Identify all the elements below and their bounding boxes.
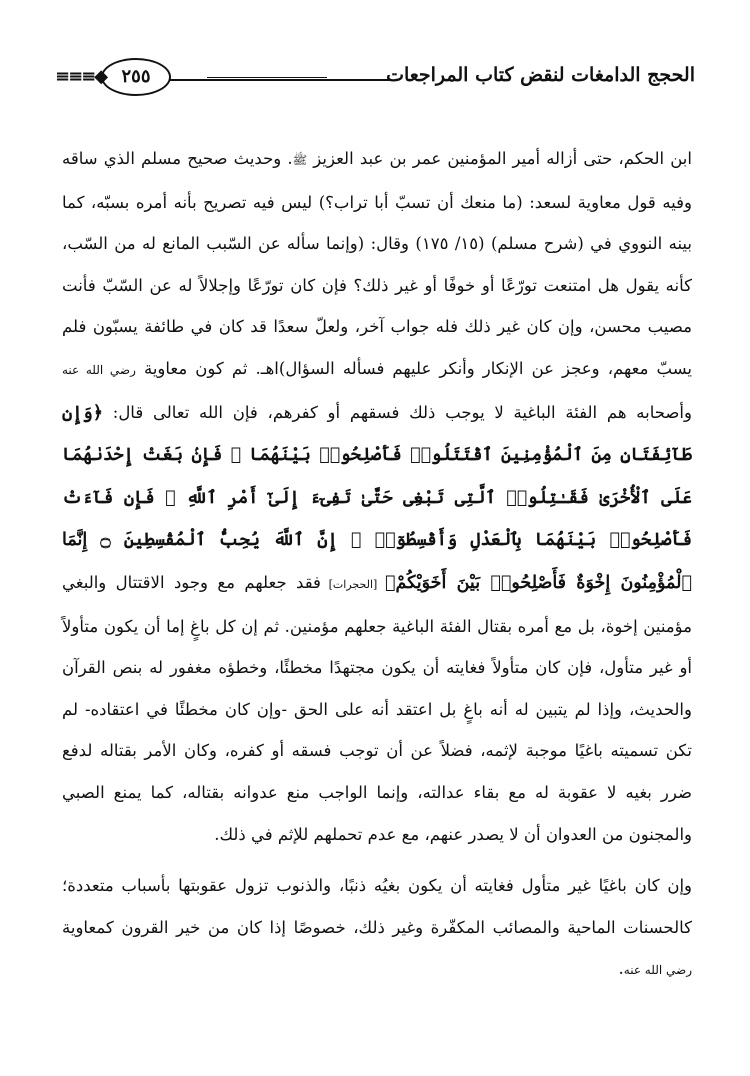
honorific-glyph: رضي الله عنه <box>62 362 136 377</box>
paragraph <box>62 865 692 992</box>
page-number: ٢٥٥ <box>101 58 171 96</box>
text-run: فقد جعلهم مع وجود الاقتتال والبغي مؤمنين إخوة، بل مع أمره بقتال الفئة الباغية جعلهم مؤمنين. ثم إن كل باغٍ إما أن يكون متأولاً أو غير متأول، فإن كان متأولاً فغايته أن يكون مجتهدًا مخطئًا، وخطؤه مغفور له بنص القرآن والحديث، وإذا لم يتبين له أنه باغٍ بل اعتقد أنه على الحق -وإن كان مخطئًا في اعتقاده- لم تكن تسميته باغيًا موجبة لإثمه، فضلاً عن أن توجب فسقه أو كفره، وكان الأمر بقتاله لدفع ضرر بغيه لا عقوبة له مع بقاء عدالته، وإنما الواجب منع عدوانه بقتاله، كما يمنع الصبي والمجنون من العدوان أن لا يصدر عنهم، مع عدم تحملهم للإثم في ذلك. <box>62 572 692 844</box>
text-run: . وحديث صحيح مسلم الذي ساقه وفيه قول معاوية لسعد: (ما منعك أن تسبّ أبا تراب؟) ليس فيه تصريح بأنه أمره بسبّه، كما بينه النووي في (شرح مسلم) (١٥/ ١٧٥) وقال: (وإنما سأله عن السّبب المانع له من السّب، كأنه يقول هل امتنعت تورّعًا أو خوفًا أو غير ذلك؟ فإن كان تورّعًا وإجلالاً له عن السّبّ فأنت مصيب محسن، وإن كان غير ذلك فله جواب آخر، ولعلّ سعدًا قد كان في طائفة يسبّون فلم يسبّ معهم، وعجز عن الإنكار وأنكر عليهم فسأله السؤال)اهـ. ثم كون معاوية <box>62 149 692 378</box>
ornament-icon: ◆≡≡≡ <box>55 66 107 87</box>
text-run: . <box>618 959 624 979</box>
text-run: ابن الحكم، حتى أزاله أمير المؤمنين عمر بن عبد العزيز <box>307 149 692 168</box>
honorific-glyph: رضي الله عنه <box>623 963 692 978</box>
text-run: وأصحابه هم الفئة الباغية لا يوجب ذلك فسقهم أو كفرهم، فإن الله تعالى قال: <box>103 402 692 422</box>
header-rule <box>167 79 392 81</box>
running-header <box>55 52 695 100</box>
body-text <box>62 138 692 992</box>
verse-reference: [الحجرات] <box>320 577 385 591</box>
book-title: الحجج الدامغات لنقض كتاب المراجعات <box>386 64 695 86</box>
paragraph <box>62 138 692 855</box>
honorific-glyph: ﷺ <box>292 153 308 167</box>
quran-verse: ﴿وَإِن طَآئِفَتَانِ مِنَ ٱلْمُؤْمِنِينَ ٱقْتَتَلُوا۟ فَأَصْلِحُوا۟ بَيْنَهُمَا ۖ فَإِنۢ بَغَتْ إِحْدَىٰهُمَا عَلَى ٱلْأُخْرَىٰ فَقَـٰتِلُوا۟ ٱلَّتِى تَبْغِى حَتَّىٰ تَفِىٓءَ إِلَىٰٓ أَمْرِ ٱللَّهِ ۚ فَإِن فَآءَتْ فَأَصْلِحُوا۟ بَيْنَهُمَا بِٱلْعَدْلِ وَأَقْسِطُوٓا۟ ۖ إِنَّ ٱللَّهَ يُحِبُّ ٱلْمُقْسِطِينَ ۝ إِنَّمَا ٱلْمُؤْمِنُونَ إِخْوَةٌ فَأَصْلِحُوا۟ بَيْنَ أَخَوَيْكُمْ﴾ <box>62 402 692 593</box>
text-run: وإن كان باغيًا غير متأول فغايته أن يكون بغيُه ذنبًا، والذنوب تزول عقوبتها بأسباب متعددة؛ كالحسنات الماحية والمصائب المكفّرة وغير ذلك، خصوصًا إذا كان من خير القرون كمعاوية <box>62 876 692 937</box>
